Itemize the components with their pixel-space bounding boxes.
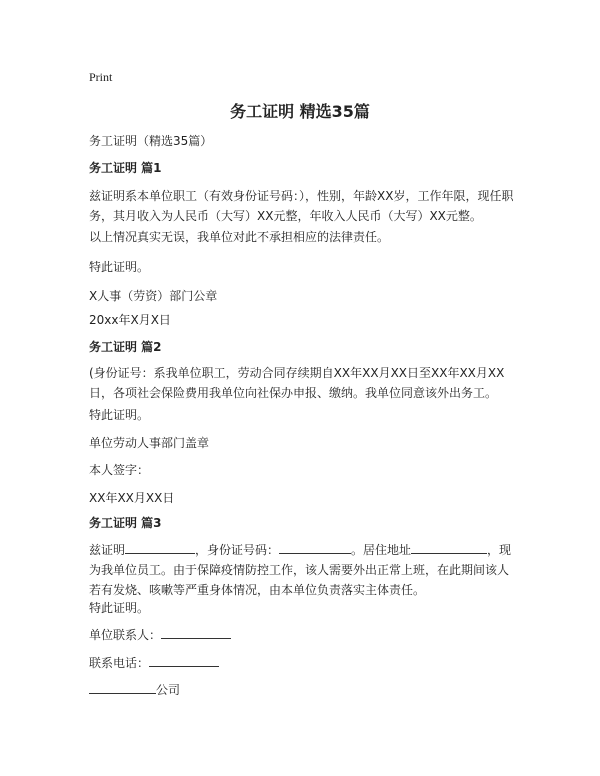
contact-person-label: 单位联系人： xyxy=(89,628,162,642)
section-3-paragraph-1 xyxy=(89,540,514,600)
section-3-p1-part-c: 。居住地址 xyxy=(351,543,412,557)
section-3-p1-part-b: ，身份证号码： xyxy=(195,543,280,557)
section-1-paragraph-1: 兹证明系本单位职工（有效身份证号码：），性别，年龄XX岁，工作年限，现任职务，其月收入为人民币（大写）XX元整，年收入人民币（大写）XX元整。 xyxy=(89,189,514,223)
company-label: 公司 xyxy=(156,683,181,697)
document-subtitle: 务工证明（精选35篇） xyxy=(89,134,213,148)
section-3-paragraph-2: 特此证明。 xyxy=(89,601,150,615)
document-title: 务工证明 精选35篇 xyxy=(230,102,370,121)
section-3-company-line xyxy=(89,680,514,700)
section-1-date: 20xx年X月X日 xyxy=(89,313,171,327)
section-3-heading: 务工证明 篇3 xyxy=(89,516,162,530)
id-number-blank xyxy=(279,540,351,554)
section-1-heading: 务工证明 篇1 xyxy=(89,161,162,175)
section-2-paragraph-1: (身份证号：系我单位职工，劳动合同存续期自XX年XX月XX日至XX年XX月XX日，各项社会保险费用我单位向社保办申报、缴纳。我单位同意该外出务工。 xyxy=(89,366,505,400)
name-blank xyxy=(125,540,195,554)
address-blank xyxy=(411,540,487,554)
section-1-paragraph-4: X人事（劳资）部门公章 xyxy=(89,289,218,303)
section-2-paragraph-3: 单位劳动人事部门盖章 xyxy=(89,436,210,450)
section-3-phone-line xyxy=(89,653,514,673)
section-2-date: XX年XX月XX日 xyxy=(89,491,175,505)
section-2-heading: 务工证明 篇2 xyxy=(89,340,162,354)
contact-person-blank xyxy=(161,625,231,639)
section-1-paragraph-3: 特此证明。 xyxy=(89,260,150,274)
section-2-paragraph-4: 本人签字： xyxy=(89,463,150,477)
section-1-paragraph-2: 以上情况真实无误，我单位对此不承担相应的法律责任。 xyxy=(89,230,390,244)
print-label: Print xyxy=(89,70,113,84)
section-3-p1-part-a: 兹证明 xyxy=(89,543,126,557)
contact-phone-label: 联系电话： xyxy=(89,656,150,670)
section-3-p1-part-d: ，现为我单位员工。由于保障疫情防控工作，该人需要外出正常上班，在此期间该人若有发烧、咳嗽等严重身体情况，由本单位负责落实主体责任。 xyxy=(89,543,512,597)
section-3-contact-line xyxy=(89,625,514,645)
contact-phone-blank xyxy=(149,653,219,667)
company-name-blank xyxy=(89,680,156,694)
section-2-paragraph-2: 特此证明。 xyxy=(89,408,150,422)
